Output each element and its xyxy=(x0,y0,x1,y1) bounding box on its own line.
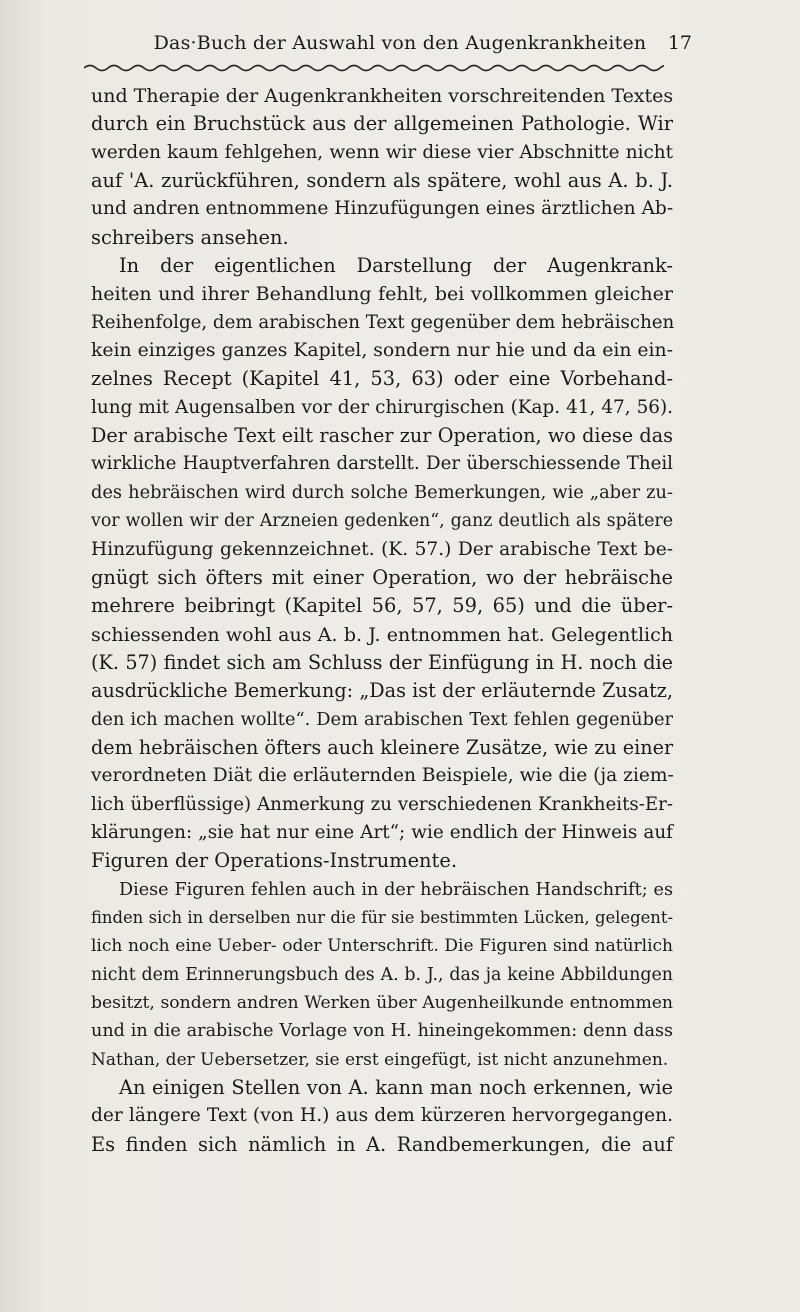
text-line: wirkliche Hauptverfahren darstellt. Der überschiessende Theil xyxy=(91,453,673,475)
text-line: zelnes Recept (Kapitel 41, 53, 63) oder eine Vorbehand- xyxy=(91,367,673,391)
text-line: werden kaum fehlgehen, wenn wir diese vier Abschnitte nicht xyxy=(91,141,673,163)
text-line: lung mit Augensalben vor der chirurgischen (Kap. 41, 47, 56). xyxy=(91,396,673,418)
text-line: Nathan, der Uebersetzer, sie erst eingefügt, ist nicht anzunehmen. xyxy=(91,1049,669,1070)
text-line: klärungen: „sie hat nur eine Art“; wie endlich der Hinweis auf xyxy=(91,821,673,843)
text-line: finden sich in derselben nur die für sie bestimmten Lücken, gelegent- xyxy=(91,907,673,927)
text-line: durch ein Bruchstück aus der allgemeinen Pathologie. Wir xyxy=(91,112,673,136)
running-title: Das·Buch der Auswahl von den Augenkrankheiten xyxy=(153,32,647,54)
text-line: des hebräischen wird durch solche Bemerkungen, wie „aber zu- xyxy=(91,481,673,503)
text-line: dem hebräischen öfters auch kleinere Zusätze, wie zu einer xyxy=(91,735,674,759)
text-line: Es finden sich nämlich in A. Randbemerkungen, die auf xyxy=(91,1132,673,1156)
decorative-wavy-rule xyxy=(84,60,664,76)
text-line: In der eigentlichen Darstellung der Augenkrank- xyxy=(119,254,673,278)
text-line: der längere Text (von H.) aus dem kürzeren hervorgegangen. xyxy=(91,1105,673,1127)
text-line: (K. 57) findet sich am Schluss der Einfügung in H. noch die xyxy=(91,650,673,674)
text-line: schreibers ansehen. xyxy=(91,225,289,249)
page-header xyxy=(40,28,760,62)
text-line: und Therapie der Augenkrankheiten vorschreitenden Textes xyxy=(91,85,674,107)
text-line: Diese Figuren fehlen auch in der hebräischen Handschrift; es xyxy=(119,879,673,900)
text-line: heiten und ihrer Behandlung fehlt, bei vollkommen gleicher xyxy=(91,283,673,306)
text-line: Der arabische Text eilt rascher zur Operation, wo diese das xyxy=(91,424,673,448)
text-line: gnügt sich öfters mit einer Operation, wo der hebräische xyxy=(91,565,673,589)
text-line: besitzt, sondern andren Werken über Augenheilkunde entnommen xyxy=(91,993,673,1013)
text-line: Hinzufügung gekennzeichnet. (K. 57.) Der arabische Text be- xyxy=(91,538,673,560)
text-line: den ich machen wollte“. Dem arabischen Text fehlen gegenüber xyxy=(91,708,673,730)
text-line: und andren entnommene Hinzufügungen eines ärztlichen Ab- xyxy=(91,198,674,220)
text-line: lich überflüssige) Anmerkung zu verschiedenen Krankheits-Er- xyxy=(91,793,673,815)
body-text xyxy=(91,82,673,1159)
text-line: An einigen Stellen von A. kann man noch erkennen, wie xyxy=(119,1076,673,1100)
text-line: Figuren der Operations-Instrumente. xyxy=(91,849,457,873)
text-line: verordneten Diät die erläuternden Beispiele, wie die (ja ziem- xyxy=(91,765,674,787)
text-line: ausdrückliche Bemerkung: „Das ist der erläuternde Zusatz, xyxy=(91,679,673,703)
text-line: mehrere beibringt (Kapitel 56, 57, 59, 65) und die über- xyxy=(91,594,673,618)
text-line: vor wollen wir der Arzneien gedenken“, ganz deutlich als spätere xyxy=(91,511,673,532)
text-line: Reihenfolge, dem arabischen Text gegenüber dem hebräischen xyxy=(91,311,675,333)
text-line: nicht dem Erinnerungsbuch des A. b. J., das ja keine Abbildungen xyxy=(91,964,673,985)
text-line: auf 'A. zurückführen, sondern als spätere, wohl aus A. b. J. xyxy=(91,169,673,193)
text-line: und in die arabische Vorlage von H. hineingekommen: denn dass xyxy=(91,1021,673,1042)
text-line: kein einziges ganzes Kapitel, sondern nur hie und da ein ein- xyxy=(91,340,673,362)
text-line: lich noch eine Ueber- oder Unterschrift. Die Figuren sind natürlich xyxy=(91,936,673,957)
page-number: 17 xyxy=(667,32,692,54)
text-line: schiessenden wohl aus A. b. J. entnommen hat. Gelegentlich xyxy=(91,623,673,646)
